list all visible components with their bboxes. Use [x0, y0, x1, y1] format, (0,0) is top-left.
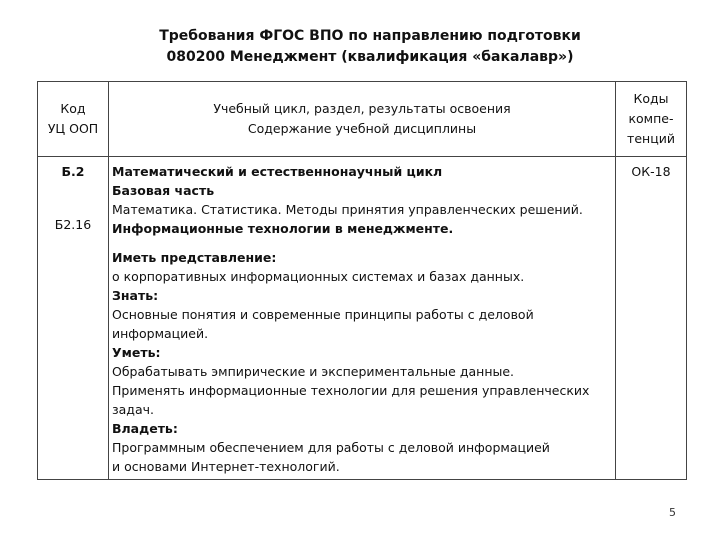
outcome-heading: Иметь представление:	[112, 250, 277, 265]
discipline-name: Информационные технологии в менеджменте.	[112, 221, 454, 236]
title-line-2: 080200 Менеджмент (квалификация «бакалавр»)	[166, 49, 574, 65]
header-cycle: Учебный цикл, раздел, результаты освоения Содержание учебной дисциплины	[109, 82, 616, 157]
outcome-line: Программным обеспечением для работы с деловой информацией	[112, 440, 550, 455]
requirements-table	[37, 81, 687, 480]
outcome-line: Обрабатывать эмпирические и экспериментальные данные.	[112, 364, 515, 379]
outcome-heading: Уметь:	[112, 345, 161, 360]
outcome-heading: Владеть:	[112, 421, 178, 436]
subjects-list: Математика. Статистика. Методы принятия управленческих решений.	[112, 202, 583, 217]
outcome-line: Применять информационные технологии для решения управленческих	[112, 383, 590, 398]
part-name: Базовая часть	[112, 183, 215, 198]
code-cell	[38, 157, 109, 480]
content-cell	[109, 157, 616, 480]
learning-outcomes	[112, 248, 615, 476]
header-competences: Коды компе- тенций	[616, 82, 687, 157]
outcome-line: информацией.	[112, 326, 209, 341]
table-header-row	[38, 82, 687, 157]
competence-code: ОК-18	[631, 164, 671, 179]
competence-cell	[616, 157, 687, 480]
outcome-line: и основами Интернет-технологий.	[112, 459, 340, 474]
title-line-1: Требования ФГОС ВПО по направлению подготовки	[159, 28, 581, 44]
outcome-heading: Знать:	[112, 288, 159, 303]
discipline-code: Б2.16	[54, 217, 92, 232]
outcome-line: о корпоративных информационных системах и базах данных.	[112, 269, 525, 284]
outcome-line: задач.	[112, 402, 154, 417]
outcome-line: Основные понятия и современные принципы работы с деловой	[112, 307, 534, 322]
page-number: 5	[669, 506, 676, 519]
cycle-code: Б.2	[61, 164, 85, 179]
cycle-name: Математический и естественнонаучный цикл	[112, 164, 443, 179]
slide-title	[0, 26, 720, 68]
header-code: Код УЦ ООП	[38, 82, 109, 157]
table-row	[38, 157, 687, 480]
